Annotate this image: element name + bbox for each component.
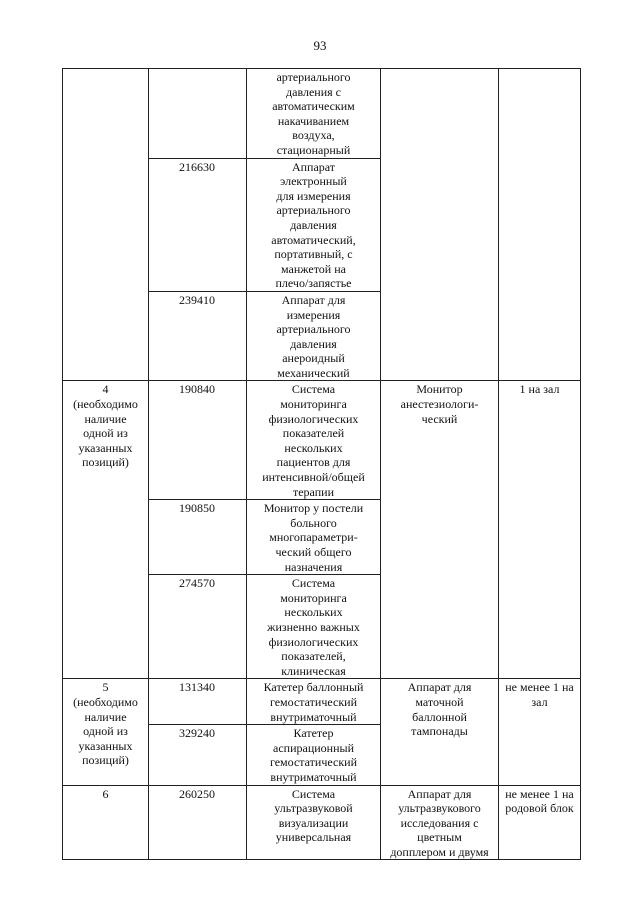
name-cell: артериального давления с автоматическим накачиванием воздуха, стационарный: [247, 69, 381, 159]
table-row: [63, 69, 581, 159]
name-cell: Система мониторинга физиологических показателей нескольких пациентов для интенсивной/общей терапии: [247, 381, 381, 500]
code-cell: 274570: [149, 575, 247, 679]
name-cell: Монитор у постели больного многопараметри- ческий общего назначения: [247, 500, 381, 575]
quantity-cell: 1 на зал: [499, 381, 581, 679]
equipment-table: [62, 68, 581, 860]
code-cell: 329240: [149, 725, 247, 785]
page-number: 93: [313, 38, 327, 53]
code-cell: 190840: [149, 381, 247, 500]
name-cell: Система мониторинга нескольких жизненно важных физиологических показателей, клиническая: [247, 575, 381, 679]
code-cell: [149, 69, 247, 159]
quantity-cell: не менее 1 на родовой блок: [499, 785, 581, 860]
name-cell: Аппарат для измерения артериального давления анероидный механический: [247, 291, 381, 381]
equipment-cell: [381, 69, 499, 381]
equipment-cell: Аппарат для маточной баллонной тампонады: [381, 679, 499, 785]
table-row: [63, 679, 581, 725]
code-cell: 190850: [149, 500, 247, 575]
table-row: [63, 381, 581, 500]
name-cell: Катетер баллонный гемостатический внутриматочный: [247, 679, 381, 725]
name-cell: Система ультразвуковой визуализации универсальная: [247, 785, 381, 860]
code-cell: 131340: [149, 679, 247, 725]
group-number-cell: 6: [63, 785, 149, 860]
code-cell: 260250: [149, 785, 247, 860]
name-cell: Катетер аспирационный гемостатический внутриматочный: [247, 725, 381, 785]
equipment-cell: Монитор анестезиологи- ческий: [381, 381, 499, 679]
quantity-cell: [499, 69, 581, 381]
quantity-cell: не менее 1 на зал: [499, 679, 581, 785]
group-number-cell: 5 (необходимо наличие одной из указанных позиций): [63, 679, 149, 785]
group-number-cell: [63, 69, 149, 381]
name-cell: Аппарат электронный для измерения артериального давления автоматический, портативный, с манжетой на плечо/запястье: [247, 158, 381, 291]
group-number-cell: 4 (необходимо наличие одной из указанных позиций): [63, 381, 149, 679]
equipment-cell: Аппарат для ультразвукового исследования с цветным допплером и двумя: [381, 785, 499, 860]
table-row: [63, 785, 581, 860]
code-cell: 239410: [149, 291, 247, 381]
code-cell: 216630: [149, 158, 247, 291]
